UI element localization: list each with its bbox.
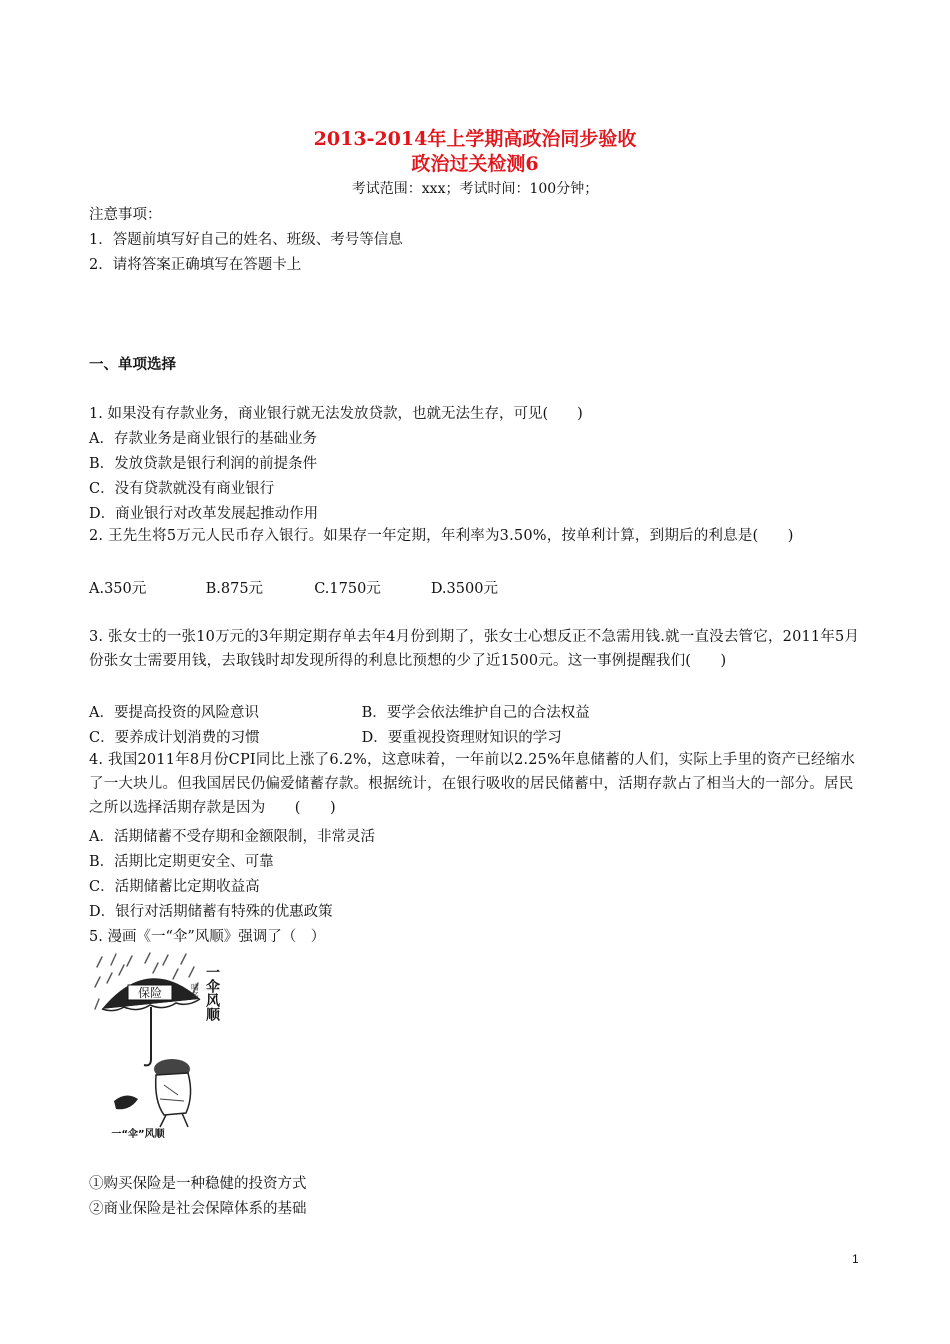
question-3-option: A．要提高投资的风险意识 [89,705,259,721]
notice-title: 注意事项： [89,207,162,223]
exam-subtitle: 政治过关检测6 [411,153,539,175]
question-3-options-row [89,701,590,722]
question-1-stem: 1. 如果没有存款业务，商业银行就无法发放贷款，也就无法生存，可见( ) [89,406,583,422]
question-3-stem: 3. 张女士的一张10万元的3年期定期存单去年4月份到期了，张女士心想反正不急需用钱.就一直没去管它，2011年5月份张女士需要用钱，去取钱时却发现所得的利息比预想的少了近1500元。这一事例提醒我们( ) [89,629,860,669]
question-2-option: B.875元 [205,581,264,597]
exam-title: 2013-2014年上学期高政治同步验收 [313,128,637,150]
question-1-option: B．发放贷款是银行利润的前提条件 [89,456,318,472]
notice-item: 1．答题前填写好自己的姓名、班级、考号等信息 [89,232,403,248]
cartoon-signature: 啸名 [190,983,200,999]
question-3-option: B．要学会依法维护自己的合法权益 [361,705,590,721]
question-2-stem: 2. 王先生将5万元人民币存入银行。如果存一年定期，年利率为3.50%，按单利计算，到期后的利息是( ) [89,528,794,544]
question-2-option: A.350元 [89,581,147,597]
umbrella-label: 保险 [137,986,163,1000]
question-5-statement: ①购买保险是一种稳健的投资方式 [89,1176,307,1192]
question-2-option: C.1750元 [314,581,381,597]
cartoon-side-text: 一伞风顺 [204,965,220,1021]
question-3-option: C．要养成计划消费的习惯 [89,730,260,746]
question-5-statement: ②商业保险是社会保障体系的基础 [89,1201,307,1217]
question-2-option: D.3500元 [430,581,498,597]
question-4-option: B．活期比定期更安全、可靠 [89,854,274,870]
notice-item: 2．请将答案正确填写在答题卡上 [89,257,302,273]
question-3-option: D．要重视投资理财知识的学习 [361,730,562,746]
question-4-option: C．活期储蓄比定期收益高 [89,879,260,895]
question-2-options [89,577,498,598]
section-heading: 一、单项选择 [89,357,176,373]
cartoon-image [94,951,226,1143]
question-4-option: A．活期储蓄不受存期和金额限制，非常灵活 [89,829,375,845]
page-number: 1 [852,1252,859,1266]
question-5-stem: 5. 漫画《一“伞”风顺》强调了（ ） [89,929,326,945]
question-4-option: D．银行对活期储蓄有特殊的优惠政策 [89,904,333,920]
question-1-option: A．存款业务是商业银行的基础业务 [89,431,317,447]
question-3-options-row [89,726,562,747]
question-1-option: D．商业银行对改革发展起推动作用 [89,506,319,522]
exam-info: 考试范围：xxx；考试时间：100分钟； [351,181,599,197]
question-4-stem: 4. 我国2011年8月份CPI同比上涨了6.2%，这意味着，一年前以2.25%年息储蓄的人们，实际上手里的资产已经缩水了一大块儿。但我国居民仍偏爱储蓄存款。根据统计，在银行吸收的居民储蓄中，活期存款占了相当大的一部分。居民之所以选择活期存款是因为 ( ) [89,752,856,816]
cartoon-caption: 一“伞”风顺 [111,1129,165,1140]
question-1-option: C．没有贷款就没有商业银行 [89,481,275,497]
